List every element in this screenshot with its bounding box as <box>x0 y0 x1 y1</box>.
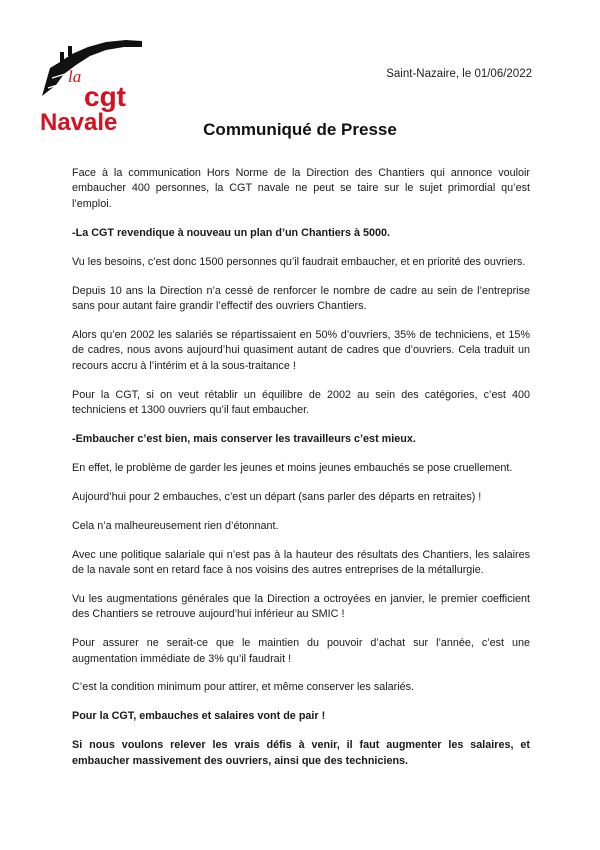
paragraph: Avec une politique salariale qui n’est pas à la hauteur des résultats des Chantiers, les salaires de la navale sont en retard face à nos voisins des autres entreprises de la métallurgie. <box>72 548 530 576</box>
paragraph: Depuis 10 ans la Direction n’a cessé de renforcer le nombre de cadre au sein de l’entreprise sans pour autant faire grandir l’effectif des ouvriers Chantiers. <box>72 284 530 312</box>
press-release-body <box>72 166 530 783</box>
paragraph: En effet, le problème de garder les jeunes et moins jeunes embauchés se pose cruellement. <box>72 461 513 474</box>
logo-navale: Navale <box>40 109 118 136</box>
paragraph: Cela n’a malheureusement rien d’étonnant. <box>72 519 279 532</box>
paragraph: Pour la CGT, si on veut rétablir un équilibre de 2002 au sein des catégories, c’est 400 techniciens et 1300 ouvriers qu’il faut embaucher. <box>72 388 530 416</box>
paragraph: Pour assurer ne serait-ce que le maintien du pouvoir d’achat sur l’année, c’est une augmentation immédiate de 3% qu’il faudrait ! <box>72 637 530 665</box>
document-date: Saint-Nazaire, le 01/06/2022 <box>386 68 532 80</box>
paragraph-highlight: Si nous voulons relever les vrais défis à venir, il faut augmenter les salaires, et embaucher massivement des ouvriers, ainsi que des techniciens. <box>72 739 530 767</box>
logo-cgt: cgt <box>84 81 126 112</box>
paragraph: Face à la communication Hors Norme de la Direction des Chantiers qui annonce vouloir embaucher 400 personnes, la CGT navale ne peut se taire sur le sujet primordial qu’est l’emploi. <box>72 167 530 210</box>
paragraph-highlight: -La CGT revendique à nouveau un plan d’un Chantiers à 5000. <box>72 226 390 239</box>
paragraph: C’est la condition minimum pour attirer, et même conserver les salariés. <box>72 681 415 694</box>
logo-la: la <box>68 67 82 86</box>
paragraph: Vu les augmentations générales que la Direction a octroyées en janvier, le premier coefficient des Chantiers se retrouve aujourd’hui inférieur au SMIC ! <box>72 592 530 621</box>
paragraph: Aujourd’hui pour 2 embauches, c’est un départ (sans parler des départs en retraites) ! <box>72 490 482 503</box>
paragraph-highlight: Pour la CGT, embauches et salaires vont de pair ! <box>72 710 326 723</box>
paragraph: Vu les besoins, c’est donc 1500 personnes qu’il faudrait embaucher, et en priorité des ouvriers. <box>72 255 526 268</box>
paragraph-highlight: -Embaucher c’est bien, mais conserver les travailleurs c’est mieux. <box>72 432 416 445</box>
paragraph: Alors qu’en 2002 les salariés se répartissaient en 50% d’ouvriers, 35% de techniciens, et 15% de cadres, nous avons aujourd’hui quasiment autant de cadres que d’ouvriers. Cela traduit un recours accru à l’intérim et à la sous-traitance ! <box>72 328 530 372</box>
document-title: Communiqué de Presse <box>203 120 397 139</box>
